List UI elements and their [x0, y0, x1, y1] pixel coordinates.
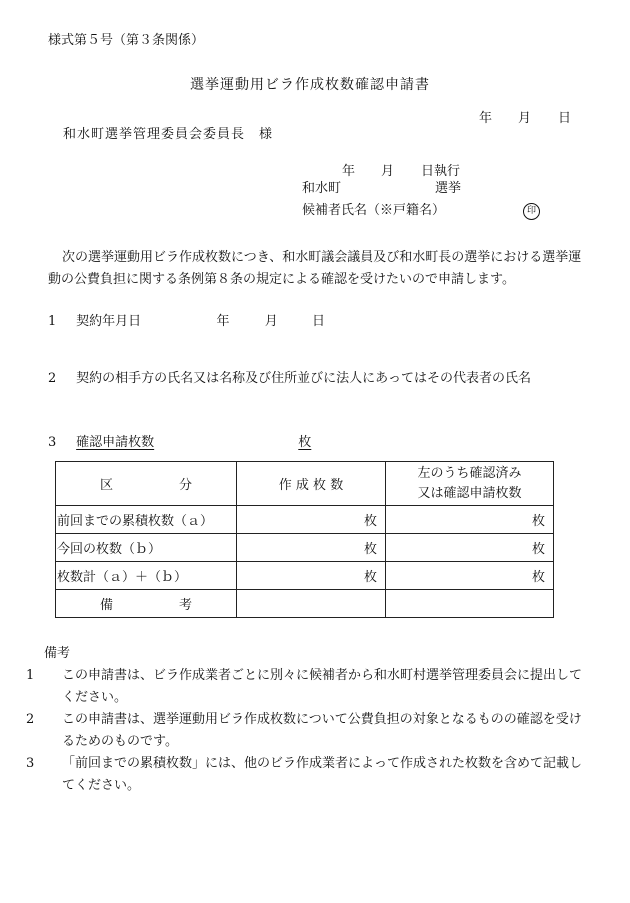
- election-date-day: 日執行: [421, 164, 461, 179]
- table-header-row: [56, 462, 554, 506]
- note-text: この申請書は、ビラ作成業者ごとに別々に候補者から和水町村選挙管理委員会に提出してください。: [62, 668, 583, 705]
- seal-mark: [523, 203, 540, 220]
- note-number: 2: [26, 712, 35, 727]
- header-confirmed-count: [386, 462, 554, 506]
- header-confirmed-line1: 左のうち確認済み: [417, 465, 522, 481]
- note-item: [26, 665, 589, 709]
- row-unit-created: 枚: [237, 506, 386, 534]
- table-remarks-row: [56, 590, 554, 618]
- note-item: [26, 753, 589, 797]
- remarks-created: [237, 590, 386, 618]
- note-number: 1: [26, 668, 35, 683]
- form-title: 選挙運動用ビラ作成枚数確認申請書: [190, 77, 430, 93]
- item-contract-date: [48, 311, 588, 333]
- remarks-a: 備: [100, 598, 114, 613]
- row-unit-confirmed: 枚: [386, 562, 554, 590]
- row-unit-created: 枚: [237, 534, 386, 562]
- row-label: 前回までの累積枚数（ａ）: [56, 506, 237, 534]
- candidate-name-label: 候補者氏名（※戸籍名）: [302, 203, 446, 218]
- remarks-label: [56, 590, 237, 618]
- election-date-month: 月: [381, 164, 395, 179]
- note-item: [26, 709, 589, 753]
- requested-count-unit: 枚: [298, 435, 312, 450]
- contract-month: 月: [264, 314, 278, 329]
- row-label: 枚数計（ａ）＋（ｂ）: [56, 562, 237, 590]
- row-unit-confirmed: 枚: [386, 534, 554, 562]
- seal-icon: 印: [523, 203, 540, 220]
- header-category-b: 分: [178, 478, 192, 493]
- election-town: 和水町: [302, 181, 342, 196]
- contract-year: 年: [216, 314, 230, 329]
- header-created-count: 作 成 枚 数: [237, 462, 386, 506]
- item-requested-count: [48, 432, 588, 454]
- item-number: 1: [48, 314, 57, 329]
- note-number: 3: [26, 756, 35, 771]
- form-number: 様式第５号（第３条関係）: [48, 33, 205, 48]
- header-category-a: 区: [100, 478, 114, 493]
- election-label: 選挙: [435, 181, 462, 196]
- row-unit-confirmed: 枚: [386, 506, 554, 534]
- remarks-confirmed: [386, 590, 554, 618]
- item-label: 契約年月日: [76, 314, 142, 329]
- table-row: [56, 534, 554, 562]
- note-text: 「前回までの累積枚数」には、他のビラ作成業者によって作成された枚数を含めて記載してください。: [62, 756, 583, 793]
- item-contractor: [48, 368, 588, 390]
- header-confirmed-line2: 又は確認申請枚数: [417, 485, 522, 501]
- item-number: 2: [48, 371, 57, 386]
- election-date-year: 年: [342, 164, 356, 179]
- notes-heading: 備考: [44, 646, 71, 661]
- contract-day: 日: [312, 314, 326, 329]
- row-label: 今回の枚数（ｂ）: [56, 534, 237, 562]
- date-day: 日: [558, 111, 572, 126]
- item-label: 契約の相手方の氏名又は名称及び住所並びに法人にあってはその代表者の氏名: [76, 371, 532, 386]
- note-text: この申請書は、選挙運動用ビラ作成枚数について公費負担の対象となるものの確認を受けるためのものです。: [62, 712, 582, 749]
- addressee: 和水町選挙管理委員会委員長 様: [63, 127, 274, 142]
- notes-section: [26, 643, 589, 797]
- remarks-b: 考: [178, 598, 192, 613]
- table-row: [56, 506, 554, 534]
- requested-count-field: [76, 432, 294, 454]
- row-unit-created: 枚: [237, 562, 386, 590]
- body-text: 次の選挙運動用ビラ作成枚数につき、和水町議会議員及び和水町長の選挙における選挙運動の公費負担に関する条例第８条の規定による確認を受けたいので申請します。: [48, 250, 582, 287]
- table-row: [56, 562, 554, 590]
- date-month: 月: [518, 111, 532, 126]
- header-category: [56, 462, 237, 506]
- date-year: 年: [479, 111, 493, 126]
- item-label: 確認申請枚数: [76, 435, 155, 450]
- item-number: 3: [48, 435, 57, 450]
- count-table: [55, 461, 554, 618]
